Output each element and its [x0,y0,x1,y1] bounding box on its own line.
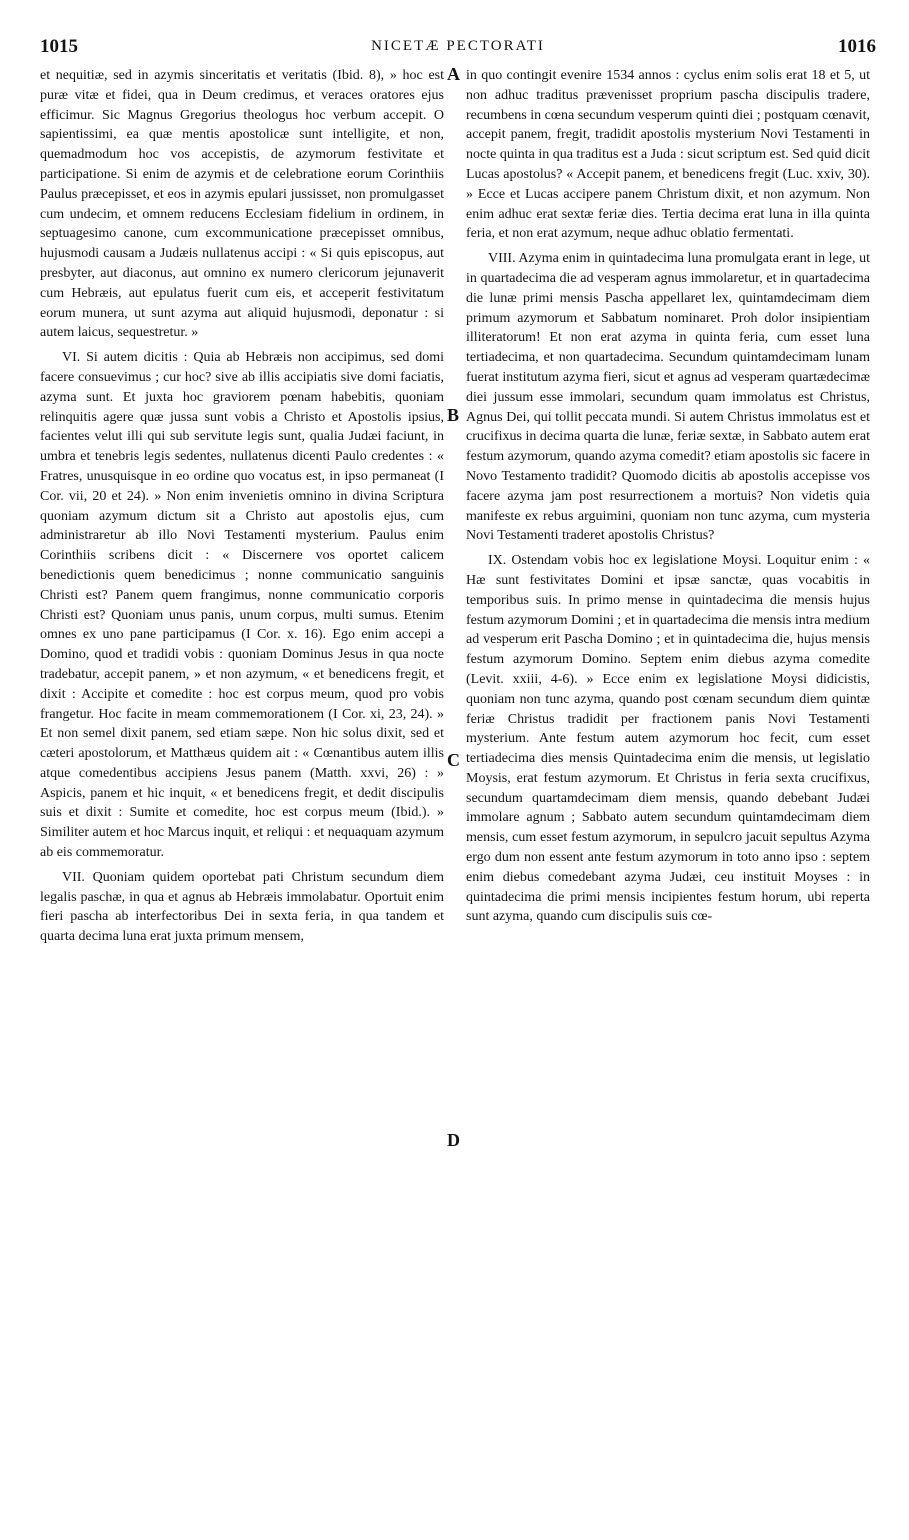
paragraph-vi: VI. Si autem dicitis : Quia ab Hebræis non accipimus, sed domi facere consuevimus ; cur hoc? sive ab illis accipiatis sive domi faciatis, azyma sunt. Et juxta hoc graviorem pœnam habebitis, quoniam relinquitis agere quæ jussa sunt vobis a Christo et Apostolis ipsius, facientes velut illi qui sub servitute legis sunt, qualia Judæi faciunt, in umbra et tenebris legis sedentes, nullatenus dicenti Paulo credentes : « Fratres, unusquisque in eo ordine quo vocatus est, in ipso permaneat (I Cor. vii, 20 et 24). » Non enim invenietis omnino in divina Scriptura quoniam azymum dictum sit a Christo aut apostolis ejus, cum administraretur ab illo Novi Testamenti mysterium. Paulus enim Corinthiis scribens dicit : « Discernere vos oportet calicem benedictionis quem benedicimus ; nonne communicatio sanguinis Christi est? Panem quem frangimus, nonne communicatio corporis Christi est? Quoniam unus panis, unum corpus, multi sumus. Etenim omnes ex uno pane participamus (I Cor. x. 16). Ego enim accepi a Domino, quod et tradidi vobis : quoniam Dominus Jesus in qua nocte tradebatur, accepit panem, » et non azymum, « et benedicens fregit, et dixit : Accipite et comedite : hoc est corpus meum, quod pro vobis frangetur. Hoc facite in meam commemorationem (I Cor. xi, 23, 24). » Et non semel dixit panem, sed etiam sæpe. Non hic solus dixit, sed et cæteri apostolorum, et Matthæus quidem ait : « Cœnantibus autem illis atque comedentibus accipiens Jesus panem (Matth. xxvi, 26) : » Aspicis, panem et hic inquit, « et benedicens fregit, et dedit discipulis suis et dixit : Sumite et comedite, hoc est corpus meum (Ibid.). » Similiter autem et hoc Marcus inquit, et reliqui : et nequaquam azymum ab eis commemoratur. [40,350,444,861]
margin-letter-b: B [447,405,460,425]
paragraph-continuation: et nequitiæ, sed in azymis sinceritatis et veritatis (Ibid. 8), » hoc est puræ vitæ et fidei, qua in Deum credimus, et veraces oratores ejus efficimur. Sic Magnus Gregorius theologus hoc verbum accepit. O sapientissimi, ea quæ mentis apostolicæ sunt intelligite, et non, quemadmodum hoc vos accepistis, de azymorum festivitate et participatione. Si enim de azymis et de celebratione eorum Corinthiis Paulus præcepisset, et eos in azymis epulari jussisset, non promulgasset cum undecim, et omnem reducens Ecclesiam fidelium in ordinem, in septuagesimo canone, cum excommunicatione præcepisset omnibus, hujusmodi causam a Judæis nullatenus accipi : « Si quis episcopus, aut presbyter, aut diaconus, aut omnino ex numero clericorum jejunaverit cum Hebræis, aut epulatus fuerit cum eis, et acceperit festivitatum eorum munera, ut sunt azyma aut aliquid hujusmodi, deponatur : si autem laicus, sequestretur. » [40,68,444,341]
paragraph-viii: VIII. Azyma enim in quintadecima luna promulgata erant in lege, ut in quartadecima die ad vesperam agnus immolaretur, et in quartadecima die lunæ primi mensis Pascha appellaret lex, quintamdecimam diem primum azymorum et Sabbatum nominaret. Proh dolor insipientiam illiteratorum! Et non erat azyma in quinta feria, cum esset luna tertiadecima, et non quartadecima. Secundum quintamdecimam lunam fuerat institutum azyma fieri, sicut et agnus ad vesperam quartædecimæ diei jussum esse immolari, secundum quam immolatus est Christus, Agnus Dei, qui tollit peccata mundi. Si autem Christus immolatus est et crucifixus in decima quarta die lunæ, feriæ sextæ, in Sabbato autem erat festum azymorum, quando azyma comedit? etiam apostolis sic facere in Novo Testamento tradidit? Quomodo dicitis ab apostolis accepisse vos facere azyma jam post resurrectionem a mortuis? Non videtis quia manifeste ex rebus arguimini, quoniam non tunc azyma, cum mysteria Novi Testamenti traderet apostolis Christus? [466,251,870,544]
margin-letter-c: C [447,750,460,770]
page-header [40,36,876,60]
right-column [466,66,870,927]
margin-letter-a: A [447,64,460,84]
paragraph-ix: IX. Ostendam vobis hoc ex legislatione Moysi. Loquitur enim : « Hæ sunt festivitates Domini et ipsæ sanctæ, quas vocabitis in temporibus suis. In primo mense in quintadecima die mensis hujus festum azymorum Domini ; et in quartadecima die mensis intra medium ad vesperum erit Pascha Domino ; et in quintadecima die, hujus mensis festum azymorum Domino. Septem enim diebus azyma comedite (Levit. xxiii, 4-6). » Ecce enim ex legislatione Moysi didicistis, quoniam non tunc azyma, quando post cœnam secundum diem quintæ feriæ Christus tradidit per fractionem panis Novi Testamenti mysterium. Ante festum autem azymorum hoc fecit, cum esset tertiadecima dies mensis Quintadecima enim die mensis, ut legislatio Moysis, erat festum azymorum. Et Christus in feria sexta crucifixus, secundum quartamdecimam diem mensis, quando debebant Judæi immolare agnum ; Sabbato autem secundum quintamdecimam diem mensis, cum esset festum azymorum, in sepulcro jacuit sepultus Azyma ergo dum non essent ante festum azymorum in toto anno ipso : septem enim diebus comedebant azyma Judæi, ceu instituit Moyses : in quintadecima die primi mensis incipientes festum horum, ubi reperta sunt azyma, quando cum discipulis suis cœ- [466,553,870,925]
left-column [40,66,444,947]
running-title: NICETÆ PECTORATI [371,38,545,54]
page-number-left: 1015 [40,36,78,57]
page-number-right: 1016 [838,36,876,57]
margin-letter-d: D [447,1130,460,1150]
paragraph-vii: VII. Quoniam quidem oportebat pati Christum secundum diem legalis paschæ, in qua et agnus ab Hebræis immolabatur. Oportuit enim fieri pascha ab interfectoribus Dei in sexta feria, in qua tandem et quarta decima luna erat juxta primum mensem, [40,869,444,945]
paragraph-vii-continued: in quo contingit evenire 1534 annos : cyclus enim solis erat 18 et 5, ut non adhuc traditus prævenisset proprium pascha discipulis tradere, recumbens in cœna secundum vesperum quinti diei ; postquam cœnavit, accepit panem, fregit, tradidit apostolis mysterium Novi Testamenti in nocte quinta in qua traditus est a Juda : sicut scriptum est. Sed quid dicit Lucas apostolus? « Accepit panem, et benedicens fregit (Luc. xxiv, 30). » Ecce et Lucas accipere panem Christum dixit, et non azymum. Non enim adhuc erat sextæ feriæ dies. Tertia decima erat luna in illa quinta feria, et non erat azymum, neque adhuc oblatio fermentati. [466,68,870,242]
